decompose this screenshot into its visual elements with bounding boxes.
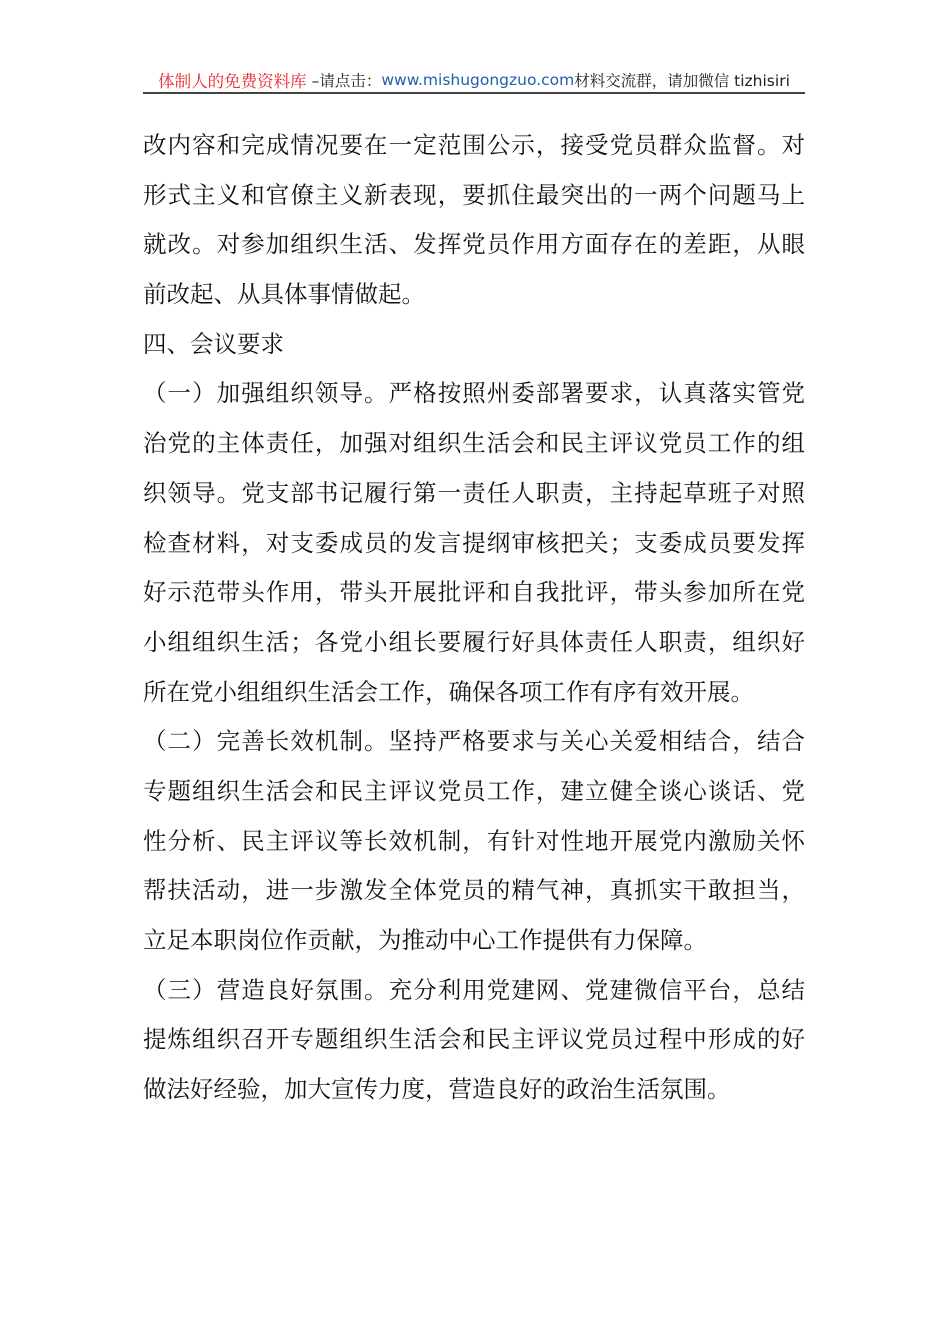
- text-line: 前改起、从具体事情做起。: [143, 280, 425, 309]
- header-brand: 体制人的免费资料库: [158, 72, 307, 91]
- text-line: （三）营造良好氛围。充分利用党建网、党建微信平台，总结: [143, 975, 805, 1004]
- text-line: 四、会议要求: [143, 329, 284, 358]
- text-line: 做法好经验，加大宣传力度，营造良好的政治生活氛围。: [143, 1075, 731, 1104]
- text-line: 织领导。党支部书记履行第一责任人职责，主持起草班子对照: [143, 478, 805, 507]
- header-link[interactable]: www.mishugongzuo.com: [381, 71, 575, 89]
- text-line: 就改。对参加组织生活、发挥党员作用方面存在的差距，从眼: [143, 230, 805, 259]
- text-line: 专题组织生活会和民主评议党员工作，建立健全谈心谈话、党: [143, 776, 805, 805]
- document-body: [143, 121, 805, 1115]
- text-line: 小组组织生活；各党小组长要履行好具体责任人职责，组织好: [143, 627, 805, 656]
- text-line: （一）加强组织领导。严格按照州委部署要求，认真落实管党: [143, 379, 805, 408]
- text-line: 好示范带头作用，带头开展批评和自我批评，带头参加所在党: [143, 578, 805, 607]
- header-prompt: –请点击：: [311, 72, 382, 90]
- text-line: 提炼组织召开专题组织生活会和民主评议党员过程中形成的好: [143, 1025, 805, 1054]
- text-line: 性分析、民主评议等长效机制，有针对性地开展党内激励关怀: [143, 826, 805, 855]
- text-line: 立足本职岗位作贡献，为推动中心工作提供有力保障。: [143, 926, 707, 954]
- page-header: [143, 68, 805, 94]
- text-line: 形式主义和官僚主义新表现，要抓住最突出的一两个问题马上: [143, 180, 805, 209]
- text-line: 治党的主体责任，加强对组织生活会和民主评议党员工作的组: [143, 429, 805, 458]
- text-line: 检查材料，对支委成员的发言提纲审核把关；支委成员要发挥: [143, 528, 805, 557]
- header-contact: 材料交流群，请加微信 tizhisiri: [574, 72, 790, 90]
- text-line: 帮扶活动，进一步激发全体党员的精气神，真抓实干敢担当，: [143, 876, 805, 905]
- text-line: （二）完善长效机制。坚持严格要求与关心关爱相结合，结合: [143, 727, 805, 756]
- text-line: 所在党小组组织生活会工作，确保各项工作有序有效开展。: [143, 677, 754, 706]
- text-line: 改内容和完成情况要在一定范围公示，接受党员群众监督。对: [143, 131, 805, 159]
